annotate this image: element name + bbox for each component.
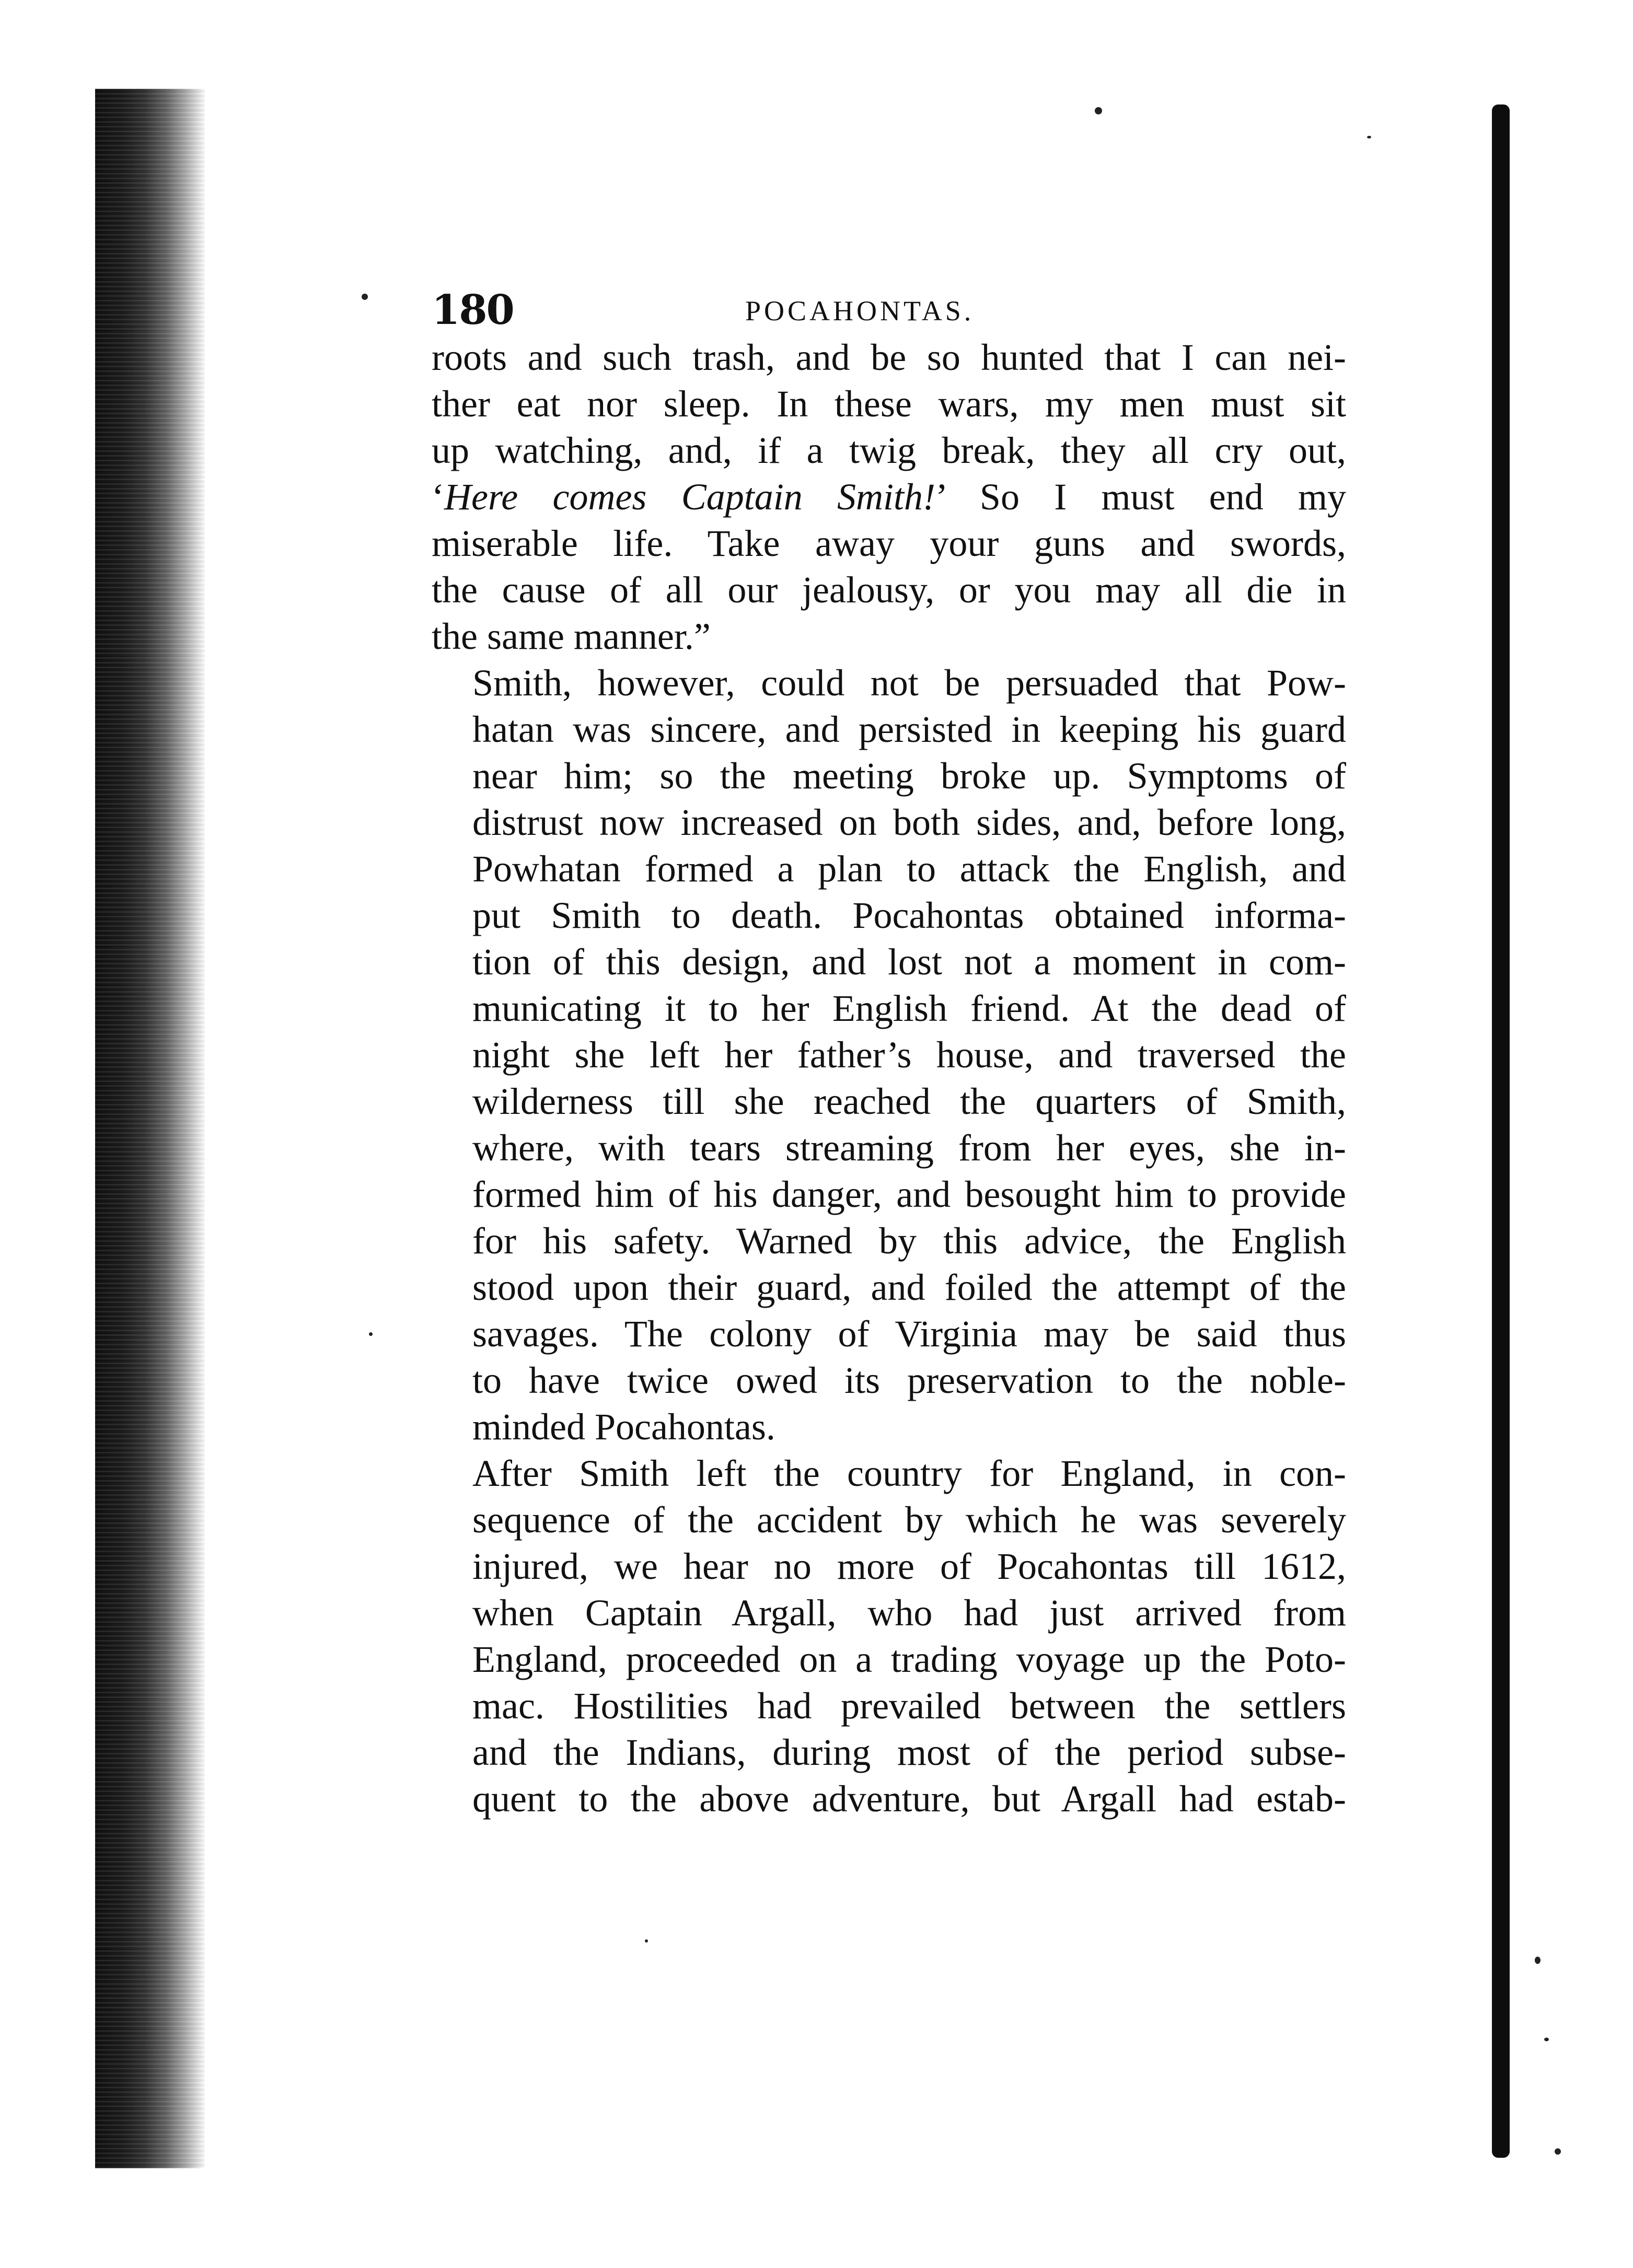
scan-speck (1544, 2038, 1549, 2041)
text-line: night she left her father’s house, and traversed the (472, 1034, 1346, 1076)
text-line: England, proceeded on a trading voyage up the Poto- (472, 1638, 1346, 1680)
text-line: ther eat nor sleep. In these wars, my men must sit (432, 383, 1346, 425)
text-line: put Smith to death. Pocahontas obtained informa- (472, 894, 1346, 936)
text-line: hatan was sincere, and persisted in keeping his guard (472, 708, 1346, 750)
text-line: distrust now increased on both sides, and, before long, (472, 801, 1346, 843)
text-line: up watching, and, if a twig break, they all cry out, (432, 429, 1346, 471)
text-line: miserable life. Take away your guns and swords, (432, 522, 1346, 564)
text-line: After Smith left the country for England, in con- (472, 1452, 1346, 1494)
paragraph-1 (432, 334, 1346, 660)
text-line: near him; so the meeting broke up. Symptoms of (472, 755, 1346, 797)
text-line: when Captain Argall, who had just arrived from (472, 1592, 1346, 1634)
text-line: the same manner.” (432, 615, 711, 657)
text-line: quent to the above adventure, but Argall had estab- (472, 1778, 1346, 1820)
close-quote: ’ (935, 476, 945, 518)
scan-speck (362, 294, 368, 300)
text-line-italic-quote (432, 474, 1346, 520)
text-line: Smith, however, could not be persuaded that Pow- (472, 662, 1346, 704)
text-line: injured, we hear no more of Pocahontas till 1612, (472, 1545, 1346, 1587)
text-line: Powhatan formed a plan to attack the English, and (472, 848, 1346, 890)
running-title: POCAHONTAS. (745, 295, 975, 327)
text-line: and the Indians, during most of the period subse- (472, 1731, 1346, 1773)
text-line: municating it to her English friend. At the dead of (472, 987, 1346, 1029)
text-line: where, with tears streaming from her eyes, she in- (472, 1127, 1346, 1169)
text-line: tion of this design, and lost not a moment in com- (472, 941, 1346, 983)
page-edge-shadow (1492, 104, 1510, 2158)
scan-speck (1535, 1957, 1541, 1964)
scan-speck (1367, 136, 1371, 138)
scan-speck (1095, 107, 1102, 114)
body-text (432, 334, 1346, 1822)
italic-phrase: Here comes Captain Smith! (444, 476, 935, 518)
text-line: minded Pocahontas. (472, 1406, 775, 1448)
running-head (432, 282, 1346, 340)
text-line: formed him of his danger, and besought him to provide (472, 1173, 1346, 1215)
page-number: 180 (432, 286, 514, 334)
scan-speck (645, 1939, 648, 1943)
text-line: to have twice owed its preservation to the noble- (472, 1359, 1346, 1401)
text-line: sequence of the accident by which he was severely (472, 1499, 1346, 1541)
paragraph-3 (432, 1450, 1346, 1822)
text-line: stood upon their guard, and foiled the attempt of the (472, 1266, 1346, 1308)
paragraph-2 (432, 660, 1346, 1450)
open-quote: ‘ (432, 476, 444, 518)
text-line: roots and such trash, and be so hunted that I can nei- (432, 336, 1346, 378)
text-line: wilderness till she reached the quarters of Smith, (472, 1080, 1346, 1122)
text-line: for his safety. Warned by this advice, the English (472, 1220, 1346, 1262)
scan-speck (369, 1332, 373, 1336)
text-line: the cause of all our jealousy, or you may all die in (432, 569, 1346, 611)
line-remainder: So I must end my (945, 476, 1346, 518)
scan-speck (1555, 2148, 1561, 2155)
text-line: mac. Hostilities had prevailed between the settlers (472, 1685, 1346, 1727)
text-line: savages. The colony of Virginia may be said thus (472, 1313, 1346, 1355)
page-gutter-texture (95, 89, 205, 2168)
